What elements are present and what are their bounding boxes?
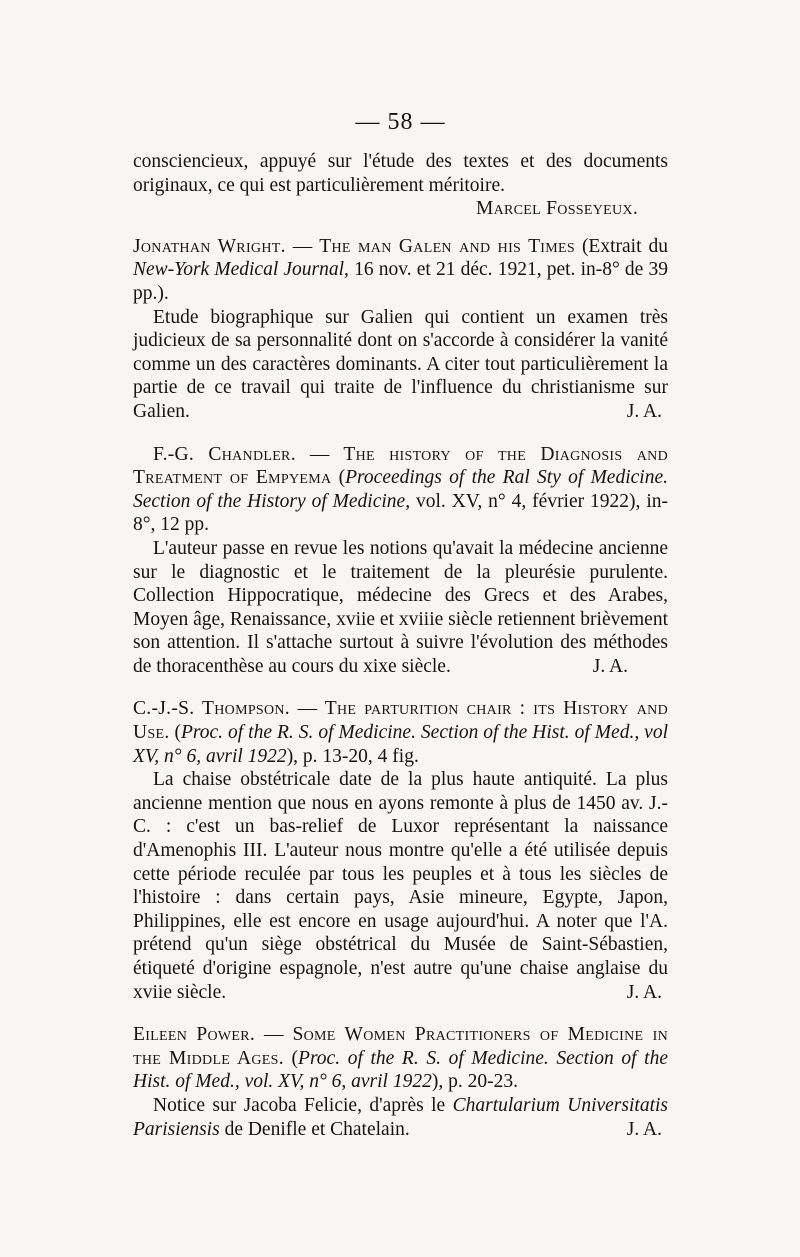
review-body: consciencieux, appuyé sur l'étude des textes et des documents originaux, ce qui est particulièrement méritoire. xyxy=(133,151,668,196)
review-signature: J. A. xyxy=(592,655,628,677)
citation-ref-open: ( xyxy=(169,722,181,744)
review-signature: J. A. xyxy=(626,1118,662,1140)
journal-name: New-York Medical Journal, xyxy=(133,259,349,281)
review-citation xyxy=(133,697,668,768)
citation-ref-open: ( xyxy=(283,1047,299,1069)
journal-name: Proc. of the R. S. of Medicine. Section of the Hist. of Med., vol. XV, n° 6, avril 1922 xyxy=(133,1047,669,1093)
journal-name: Proceedings of the Ral Sty of Medicine. Section of the History of Medicine, xyxy=(133,467,668,512)
review-wright xyxy=(133,235,668,424)
journal-name: Proc. of the R. S. of Medicine. Section of the Hist. of Med., vol XV, n° 6, avril 1922 xyxy=(133,722,668,767)
review-signature: J. A. xyxy=(626,400,662,422)
review-title: The parturition chair : its History and Use. xyxy=(133,698,669,744)
citation-dash: — xyxy=(255,1024,293,1046)
citation-ref-post: ), p. 20-23. xyxy=(431,1071,518,1093)
citation-dash: — xyxy=(285,235,320,257)
signature-text: Marcel Fosseyeux. xyxy=(475,198,638,220)
citation-ref-open: ( xyxy=(331,467,346,489)
review-citation xyxy=(133,443,668,537)
citation-ref-pre: (Extrait du xyxy=(574,235,668,257)
review-body: L'auteur passe en revue les notions qu'avait la médecine ancienne sur le diagnostic et le traitement de la pleurésie purulente. Collection Hippocratique, médecine des Grecs et des Arabes, Moyen âge, Renaissance, xviie et xviiie siècle retiennent brièvement son attention. Il s'attache surtout à suivre l'évolution des méthodes de thoracenthèse au cours du xixe siècle. xyxy=(133,537,668,677)
review-continued xyxy=(133,150,668,221)
citation-dash: — xyxy=(295,443,344,465)
review-body: La chaise obstétricale date de la plus haute antiquité. La plus ancienne mention que nous en ayons remonte à plus de 1450 av. J.-C. : c'est un bas-relief de Luxor représentant la naissance d'Amenophis III. L'auteur nous montre qu'elle a été utilisée depuis cette période reculée par tous les peuples et à tous les siècles de l'histoire : dans certain pays, Asie mineure, Egypte, Japon, Philippines, elle est encore en usage aujourd'hui. A noter que l'A. prétend qu'un siège obstétrical du Musée de Saint-Sébastien, étiqueté d'origine espagnole, n'est autre qu'une chaise anglaise du xviie siècle. xyxy=(133,769,668,1003)
review-title: Some Women Practitioners of Medicine in the Middle Ages. xyxy=(133,1024,668,1069)
review-title: The man Galen and his Times xyxy=(319,235,575,257)
review-body-end: de Denifle et Chatelain. xyxy=(219,1118,410,1140)
review-signature: J. A. xyxy=(626,981,662,1003)
review-author: Eileen Power. xyxy=(133,1024,256,1046)
page-number: — 58 — xyxy=(355,109,446,135)
cited-work: Chartularium Universitatis Parisiensis xyxy=(133,1094,668,1140)
review-citation xyxy=(133,235,668,306)
review-power xyxy=(133,1023,668,1141)
review-author: F.-G. Chandler. xyxy=(153,443,296,465)
review-chandler xyxy=(133,443,668,679)
review-signature xyxy=(133,197,668,221)
review-author: Jonathan Wright. xyxy=(133,235,286,257)
citation-ref-post: vol. XV, n° 4, février 1922), in-8°, 12 pp. xyxy=(133,490,668,536)
review-body-start: Notice sur Jacoba Felicie, d'après le xyxy=(153,1094,453,1116)
citation-dash: — xyxy=(290,698,325,720)
review-author: C.-J.-S. Thompson. xyxy=(133,698,290,720)
citation-ref-post: 16 nov. et 21 déc. 1921, pet. in-8° de 39 pp.). xyxy=(133,259,668,304)
citation-ref-post: ), p. 13-20, 4 fig. xyxy=(286,745,419,767)
review-citation xyxy=(133,1023,668,1094)
review-title: The history of the Diagnosis and Treatment of Empyema xyxy=(133,443,668,489)
review-thompson xyxy=(133,697,668,1004)
review-body: Etude biographique sur Galien qui contient un examen très judicieux de sa personnalité dont on s'accorde à considérer la vanité comme un des caractères dominants. A citer tout particulièrement la partie de ce travail qui traite de l'influence du christianisme sur Galien. xyxy=(133,306,668,422)
